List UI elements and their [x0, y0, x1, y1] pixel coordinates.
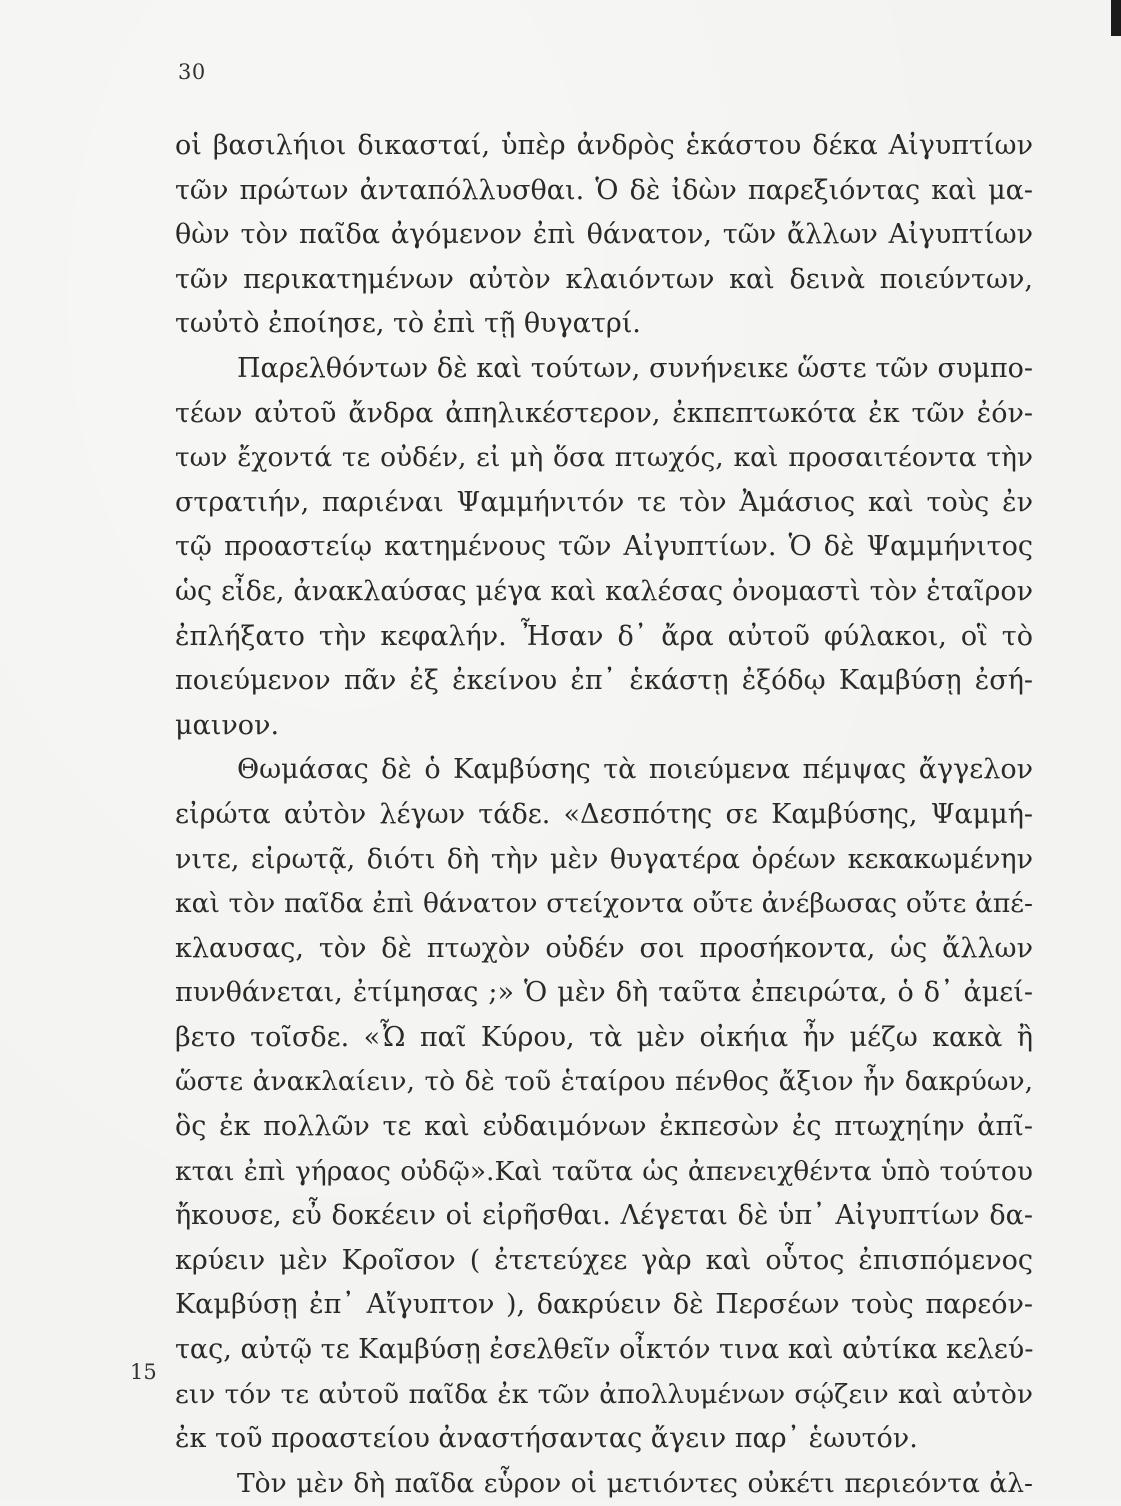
text-line: ὡς εἶδε, ἀνακλαύσας μέγα καὶ καλέσας ὀνομαστὶ τὸν ἑταῖρον	[175, 575, 1033, 607]
margin-line-number: 15	[130, 1360, 157, 1384]
text-line: τωὐτὸ ἐποίησε, τὸ ἐπὶ τῇ θυγατρί.	[175, 308, 641, 340]
text-line: ἤκουσε, εὖ δοκέειν οἱ εἰρῆσθαι. Λέγεται δὲ ὑπ᾽ Αἰγυπτίων δα-	[175, 1200, 1033, 1232]
text-line: τῷ προαστείῳ κατημένους τῶν Αἰγυπτίων. Ὁ δὲ Ψαμμήνιτος	[175, 531, 1033, 563]
text-line: Θωμάσας δὲ ὁ Καμβύσης τὰ ποιεύμενα πέμψας ἄγγελον	[237, 754, 1033, 786]
text-line: των ἔχοντά τε οὐδέν, εἰ μὴ ὅσα πτωχός, καὶ προσαιτέοντα τὴν	[175, 442, 1033, 474]
text-line: ἐκ τοῦ προαστείου ἀναστήσαντας ἄγειν παρ᾽ ἑωυτόν.	[175, 1423, 918, 1455]
text-line: ὥστε ἀνακλαίειν, τὸ δὲ τοῦ ἑταίρου πένθος ἄξιον ἦν δακρύων,	[175, 1066, 1033, 1098]
scan-edge-mark	[1111, 0, 1121, 36]
text-line: κρύειν μὲν Κροῖσον ( ἐτετεύχεε γὰρ καὶ οὗτος ἐπισπόμενος	[175, 1244, 1033, 1276]
text-line: μαινον.	[175, 709, 280, 741]
text-line: κλαυσας, τὸν δὲ πτωχὸν οὐδέν σοι προσήκοντα, ὡς ἄλλων	[175, 932, 1033, 964]
text-line: στρατιήν, παριέναι Ψαμμήνιτόν τε τὸν Ἀμάσιος καὶ τοὺς ἐν	[175, 486, 1033, 518]
text-line: τῶν περικατημένων αὐτὸν κλαιόντων καὶ δεινὰ ποιεύντων,	[175, 263, 1033, 295]
text-line: καὶ τὸν παῖδα ἐπὶ θάνατον στείχοντα οὔτε ἀνέβωσας οὔτε ἀπέ-	[175, 888, 1033, 920]
greek-text-body	[175, 124, 1033, 1506]
text-line: ὃς ἐκ πολλῶν τε καὶ εὐδαιμόνων ἐκπεσὼν ἐς πτωχηίην ἀπῖ-	[175, 1111, 1033, 1143]
text-line: ποιεύμενον πᾶν ἐξ ἐκείνου ἐπ᾽ ἑκάστῃ ἐξόδῳ Καμβύσῃ ἐσή-	[175, 665, 1033, 697]
text-line: ειν τόν τε αὐτοῦ παῖδα ἐκ τῶν ἀπολλυμένων σῴζειν καὶ αὐτὸν	[175, 1378, 1033, 1410]
text-line: οἱ βασιλήιοι δικασταί, ὑπὲρ ἀνδρὸς ἑκάστου δέκα Αἰγυπτίων	[175, 130, 1033, 161]
text-line: Παρελθόντων δὲ καὶ τούτων, συνήνεικε ὥστε τῶν συμπο-	[237, 352, 1033, 384]
text-line: Καμβύσῃ ἐπ᾽ Αἴγυπτον ), δακρύειν δὲ Περσέων τοὺς παρεόν-	[175, 1289, 1033, 1321]
page-number: 30	[178, 60, 206, 84]
text-line: πυνθάνεται, ἐτίμησας ;» Ὁ μὲν δὴ ταῦτα ἐπειρώτα, ὁ δ᾽ ἀμεί-	[175, 977, 1033, 1009]
text-line: Τὸν μὲν δὴ παῖδα εὗρον οἱ μετιόντες οὐκέτι περιεόντα ἀλ-	[237, 1467, 1033, 1499]
text-line: τας, αὐτῷ τε Καμβύσῃ ἐσελθεῖν οἶκτόν τινα καὶ αὐτίκα κελεύ-	[175, 1334, 1033, 1366]
text-line: θὼν τὸν παῖδα ἀγόμενον ἐπὶ θάνατον, τῶν ἄλλων Αἰγυπτίων	[175, 219, 1033, 251]
text-line: νιτε, εἰρωτᾷ, διότι δὴ τὴν μὲν θυγατέρα ὁρέων κεκακωμένην	[175, 843, 1033, 875]
text-line: τέων αὐτοῦ ἄνδρα ἀπηλικέστερον, ἐκπεπτωκότα ἐκ τῶν ἐόν-	[175, 397, 1033, 429]
text-line: βετο τοῖσδε. «Ὦ παῖ Κύρου, τὰ μὲν οἰκήια ἦν μέζω κακὰ ἢ	[175, 1021, 1033, 1053]
text-line: κται ἐπὶ γήραος οὐδῷ».Καὶ ταῦτα ὡς ἀπενειχθέντα ὑπὸ τούτου	[175, 1155, 1033, 1187]
text-line: εἰρώτα αὐτὸν λέγων τάδε. «Δεσπότης σε Καμβύσης, Ψαμμή-	[175, 798, 1033, 830]
text-line: τῶν πρώτων ἀνταπόλλυσθαι. Ὁ δὲ ἰδὼν παρεξιόντας καὶ μα-	[175, 174, 1033, 206]
text-line: ἐπλήξατο τὴν κεφαλήν. Ἦσαν δ᾽ ἄρα αὐτοῦ φύλακοι, οἳ τὸ	[175, 620, 1033, 652]
